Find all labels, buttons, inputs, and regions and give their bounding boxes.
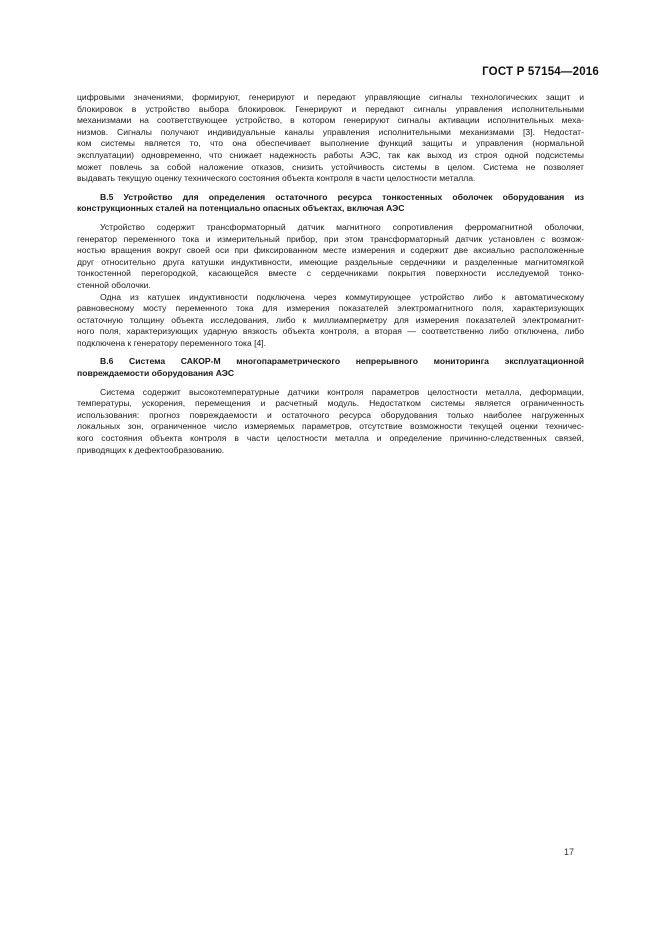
document-id-header: ГОСТ Р 57154—2016 (482, 66, 599, 78)
text-line: выдавать текущую оценку технического состояния объекта контроля в части целостности металла. (77, 173, 476, 184)
text-line: равновесному мосту переменного тока для измерения показателей электромагнитного поля, характеризующих (77, 303, 584, 314)
text-line: кого состояния объекта контроля в части целостности металла и определение причинно-следственных связей, (77, 433, 584, 444)
heading-line: повреждаемости оборудования АЭС (77, 368, 235, 379)
section-heading-b5 (77, 192, 584, 215)
text-line: приводящих к дефектообразованию. (77, 444, 225, 455)
text-line: друг относительно друга катушки индуктивности, имеющие раздельные сердечники и разделенные магнитомягкой (77, 256, 584, 267)
text-line: ком системы является то, что она обеспечивает выполнение функций защиты и управления (нормальной (77, 138, 584, 149)
text-line: остаточную толщину объекта исследования, либо к миллиамперметру для измерения показателей электромагнит- (77, 314, 584, 325)
text-line: может повлечь за собой наложение отказов, снизить устойчивость системы в целом. Система не позволяет (77, 161, 584, 172)
text-line: эксплуатации) одновременно, что снижает надежность работы АЭС, так как выход из строя одной подсистемы (77, 149, 584, 160)
section-heading-b6 (77, 356, 584, 379)
text-line: тонкостенной перегородкой, касающейся вместе с сердечниками покрытия поверхности исследуемой тонко- (77, 268, 584, 279)
page-number: 17 (563, 847, 574, 857)
text-line: подключена к генератору переменного тока [4]. (77, 337, 267, 348)
heading-line: конструкционных сталей на потенциально опасных объектах, включая АЭС (77, 203, 405, 214)
heading-line: В.5 Устройство для определения остаточного ресурса тонкостенных оболочек оборудования из (100, 191, 584, 202)
text-line: использования: прогноз повреждаемости и остаточного ресурса оборудования только наиболее нагруженных (77, 409, 584, 420)
document-body (77, 92, 584, 456)
text-line: механизмами на соответствующее устройство, в котором генерируют сигналы активации исполнительных меха- (77, 115, 584, 126)
text-line: цифровыми значениями, формируют, генерируют и передают управляющие сигналы технологических защит и (77, 92, 584, 102)
text-line: температуры, ускорения, перемещения и расчетный модуль. Недостатком системы является ограниченность (77, 398, 584, 409)
heading-line: В.6 Система САКОР-М многопараметрического непрерывного мониторинга эксплуатационной (100, 356, 584, 367)
text-line: низмов. Сигналы получают индивидуальные каналы управления исполнительными механизмами [3]. Недостат- (77, 126, 584, 137)
text-line: блокировок в устройство выбора блокировок. Генерируют и передают сигналы управления исполнительными (77, 103, 584, 114)
section-b6-paragraph-1 (77, 387, 584, 457)
text-line: ного поля, характеризующих ударную вязкость объекта контроля, а вторая — соответственно либо отключена, либо (77, 326, 584, 337)
text-line: генератор переменного тока и измерительный прибор, при этом трансформаторный датчик установлен с возмож- (77, 233, 584, 244)
text-line: Система содержит высокотемпературные датчики контроля параметров целостности металла, деформации, (100, 386, 584, 397)
text-line: Устройство содержит трансформаторный датчик магнитного сопротивления ферромагнитной оболочки, (100, 221, 584, 232)
text-line: стенной оболочки. (77, 279, 151, 290)
section-b5-paragraph-1 (77, 222, 584, 292)
intro-paragraph (77, 92, 584, 185)
text-line: локальных зон, ограниченное число измеряемых параметров, отсутствие возможности текущей оценки техничес- (77, 421, 584, 432)
text-line: ностью вращения вокруг своей оси при фиксированном месте измерения и содержит две аксиально расположенные (77, 245, 584, 256)
text-line: Одна из катушек индуктивности подключена через коммутирующее устройство либо к автоматическому (100, 291, 584, 302)
section-b5-paragraph-2 (77, 292, 584, 350)
